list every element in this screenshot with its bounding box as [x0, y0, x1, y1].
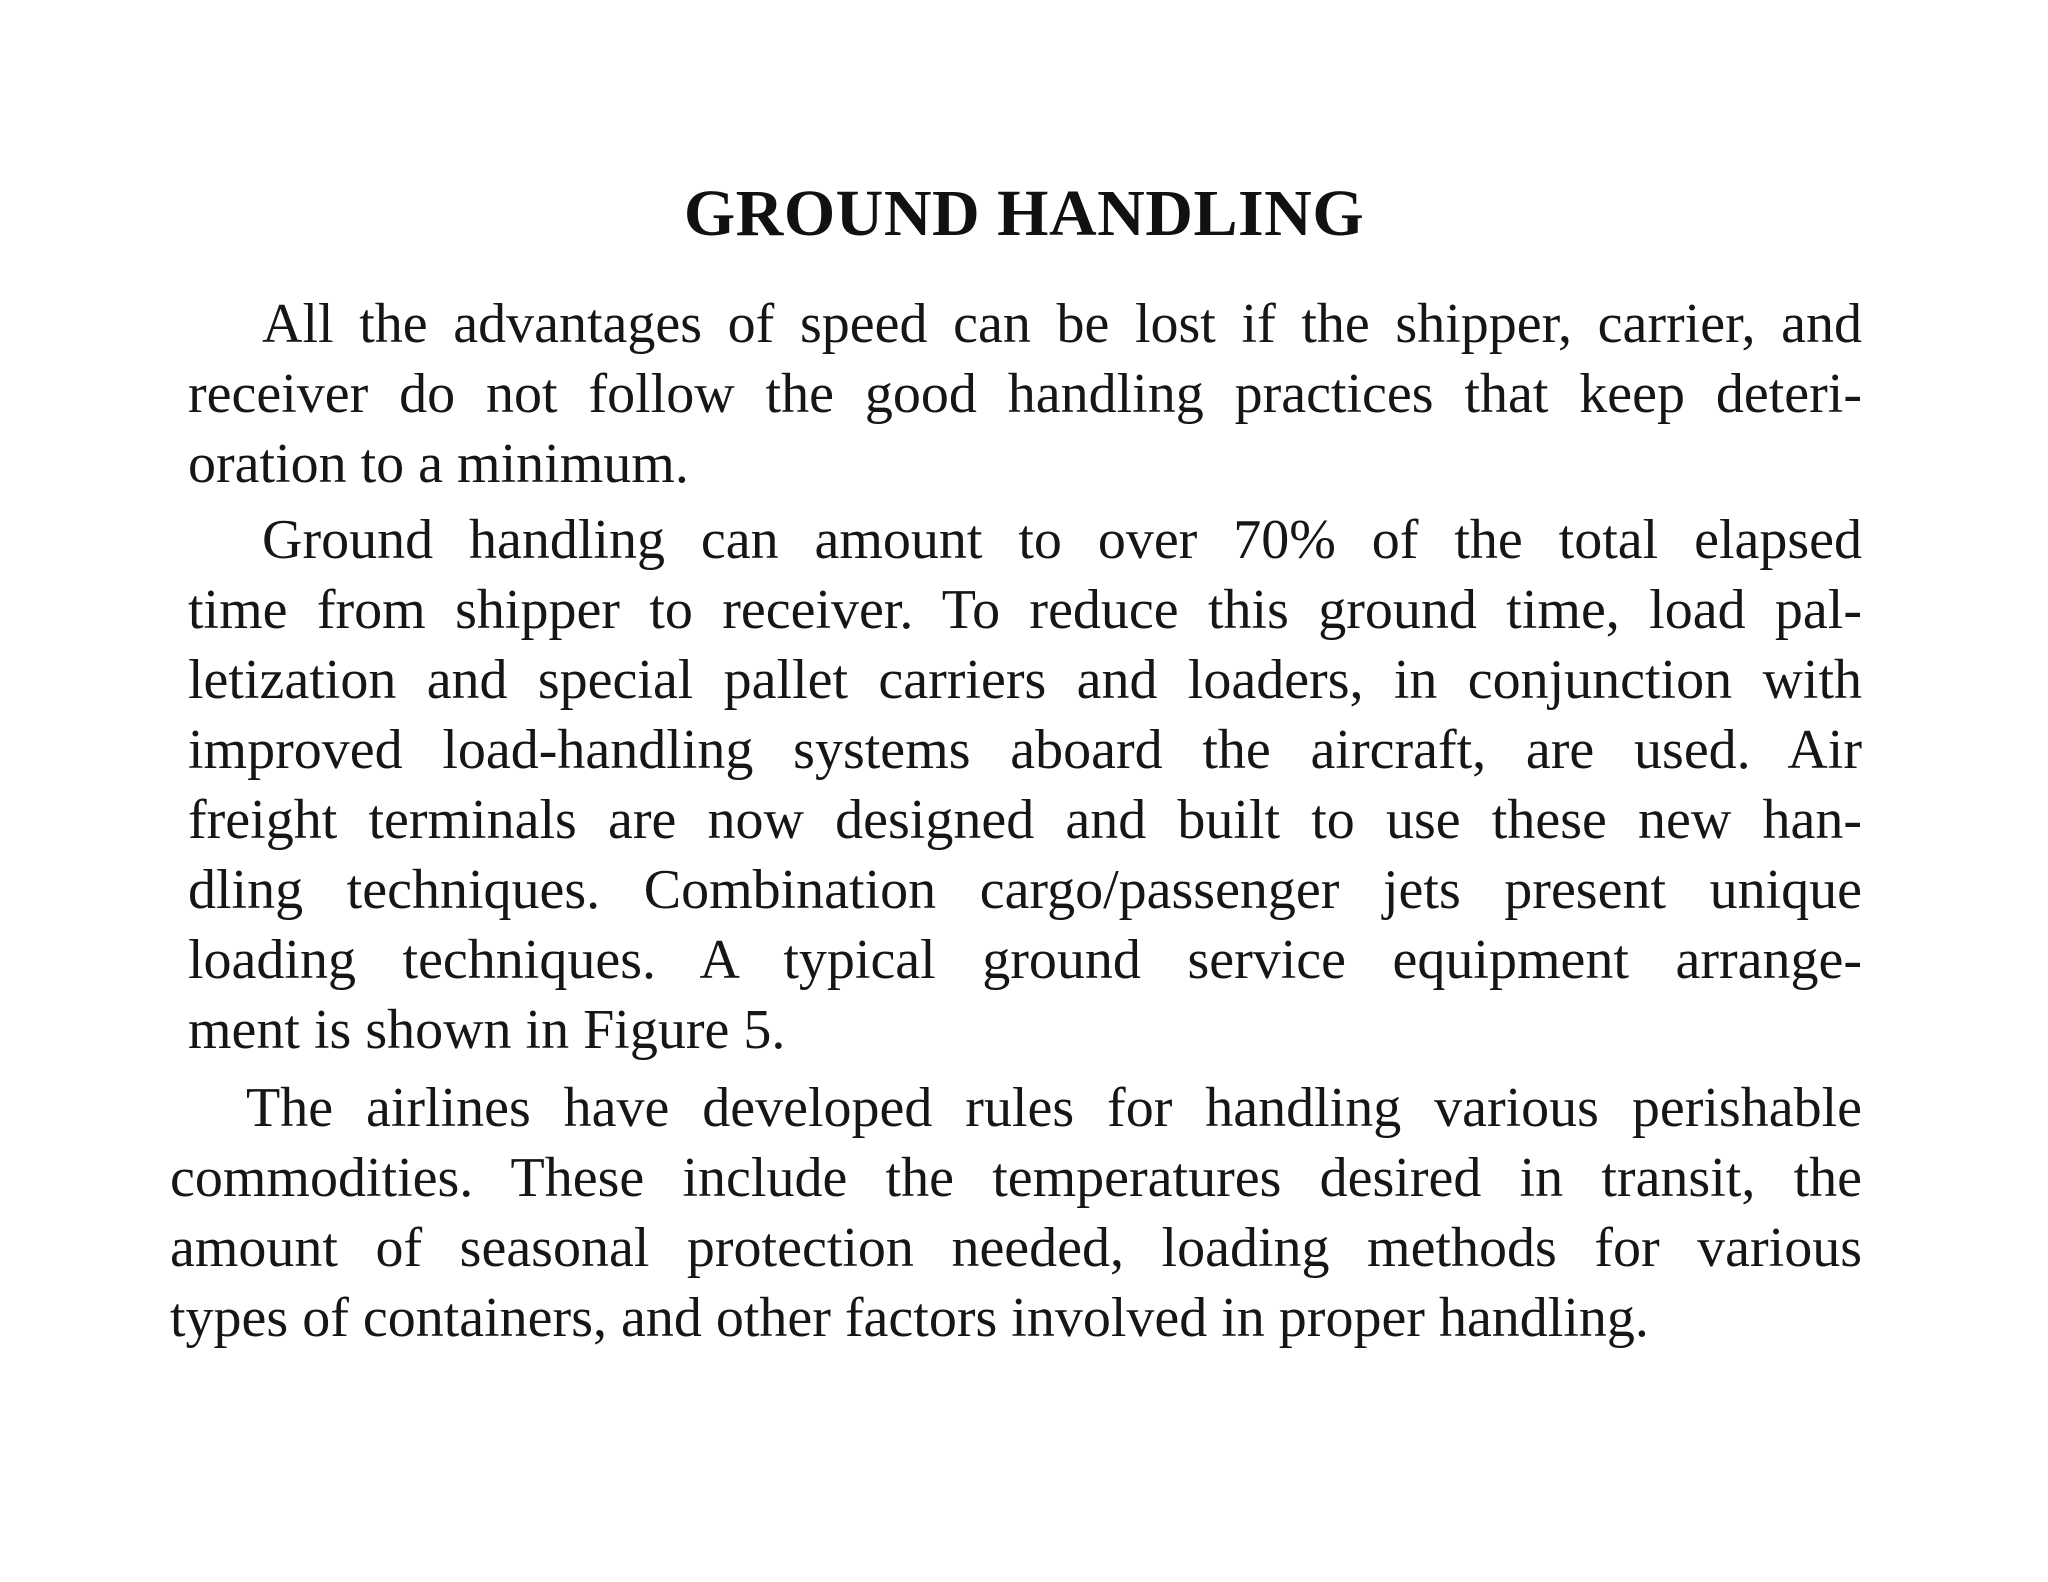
- paragraph-1-line-1: All the advantages of speed can be lost if the shipper, carrier, and: [262, 293, 1862, 355]
- paragraph-3-line-1: The airlines have developed rules for handling various perishable: [246, 1077, 1862, 1139]
- paragraph-2-line-7: loading techniques. A typical ground service equipment arrange-: [188, 929, 1862, 991]
- paragraph-1-line-3: oration to a minimum.: [188, 433, 689, 495]
- paragraph-2-line-5: freight terminals are now designed and built to use these new han-: [188, 789, 1862, 851]
- paragraph-2-line-8: ment is shown in Figure 5.: [188, 999, 786, 1061]
- page-title: GROUND HANDLING: [683, 177, 1365, 250]
- paragraph-3-line-3: amount of seasonal protection needed, loading methods for various: [170, 1217, 1862, 1279]
- paragraph-1-line-2: receiver do not follow the good handling practices that keep deteri-: [188, 363, 1862, 425]
- paragraph-2-line-3: letization and special pallet carriers and loaders, in conjunction with: [188, 649, 1862, 711]
- paragraph-3-line-2: commodities. These include the temperatures desired in transit, the: [170, 1147, 1862, 1209]
- paragraph-2-line-6: dling techniques. Combination cargo/passenger jets present unique: [188, 859, 1862, 921]
- paragraph-2-line-2: time from shipper to receiver. To reduce this ground time, load pal-: [188, 579, 1862, 641]
- paragraph-2-line-1: Ground handling can amount to over 70% of the total elapsed: [262, 509, 1862, 571]
- paragraph-3-line-4: types of containers, and other factors involved in proper handling.: [170, 1287, 1649, 1349]
- paragraph-2-line-4: improved load-handling systems aboard the aircraft, are used. Air: [188, 719, 1862, 781]
